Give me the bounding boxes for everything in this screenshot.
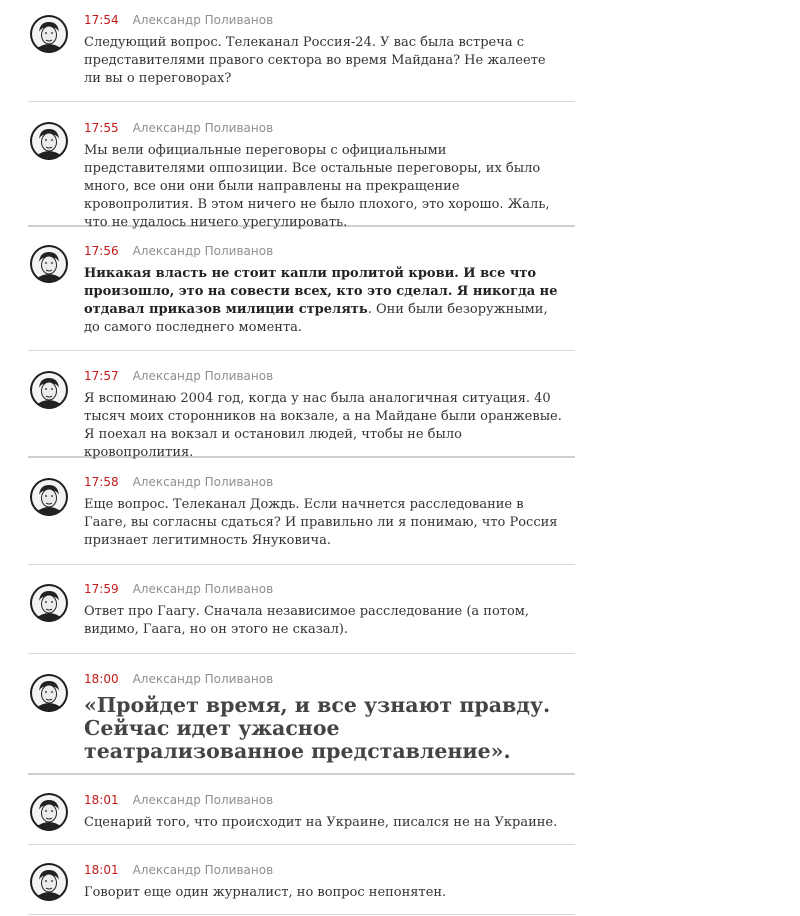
entry-text: Я вспоминаю 2004 год, когда у нас была аналогичная ситуация. 40 тысяч моих сторонников на вокзале, а на Майдане были оранжевые. Я поехал на вокзал и остановил людей, чтобы не было кровопролития. bbox=[84, 391, 562, 460]
entry-text bbox=[84, 265, 564, 337]
entry-time: 18:00 bbox=[84, 672, 119, 686]
author-avatar[interactable] bbox=[30, 793, 68, 831]
feed-entry bbox=[28, 654, 575, 775]
feed-entry bbox=[28, 458, 575, 565]
entry-text: Сценарий того, что происходит на Украине, писался не на Украине. bbox=[84, 815, 558, 830]
entry-time: 17:57 bbox=[84, 369, 119, 383]
entry-author[interactable]: Александр Поливанов bbox=[132, 672, 274, 686]
entry-time: 17:55 bbox=[84, 121, 119, 135]
author-avatar[interactable] bbox=[30, 478, 68, 516]
author-avatar[interactable] bbox=[30, 863, 68, 901]
author-avatar[interactable] bbox=[30, 371, 68, 409]
entry-author[interactable]: Александр Поливанов bbox=[132, 13, 274, 27]
entry-time: 18:01 bbox=[84, 863, 119, 877]
entry-author[interactable]: Александр Поливанов bbox=[132, 582, 274, 596]
author-avatar[interactable] bbox=[30, 674, 68, 712]
entry-quote: «Пройдет время, и все узнают правду. Сейчас идет ужасное театрализованное представление». bbox=[84, 693, 551, 763]
entry-text: Следующий вопрос. Телеканал Россия-24. У вас была встреча с представителями правого сектора во время Майдана? Не жалеете ли вы о переговорах? bbox=[84, 35, 546, 86]
entry-text-rest: . Они были безоружными, до самого последнего момента. bbox=[84, 302, 548, 335]
entry-text: Ответ про Гаагу. Сначала независимое расследование (а потом, видимо, Гаага, но он этого не сказал). bbox=[84, 604, 530, 637]
feed-entry bbox=[28, 0, 575, 102]
entry-author[interactable]: Александр Поливанов bbox=[132, 863, 274, 877]
entry-text: Мы вели официальные переговоры с официальными представителями оппозиции. Все остальные переговоры, их было много, все они они были направлены на прекращение кровопролития. В этом ничего не было плохого, это хорошо. Жаль, что не удалось ничего урегулировать. bbox=[84, 143, 550, 230]
entry-time: 17:58 bbox=[84, 475, 119, 489]
entry-time: 17:54 bbox=[84, 13, 119, 27]
author-avatar[interactable] bbox=[30, 15, 68, 53]
author-avatar[interactable] bbox=[30, 245, 68, 283]
entry-author[interactable]: Александр Поливанов bbox=[132, 793, 274, 807]
entry-text: Говорит еще один журналист, но вопрос непонятен. bbox=[84, 885, 447, 900]
entry-author[interactable]: Александр Поливанов bbox=[132, 369, 274, 383]
entry-author[interactable]: Александр Поливанов bbox=[132, 121, 274, 135]
feed-entry bbox=[28, 775, 575, 845]
feed-entry bbox=[28, 565, 575, 654]
entry-author[interactable]: Александр Поливанов bbox=[132, 244, 274, 258]
feed-entry bbox=[28, 102, 575, 230]
entry-time: 17:56 bbox=[84, 244, 119, 258]
live-feed bbox=[28, 0, 575, 915]
author-avatar[interactable] bbox=[30, 584, 68, 622]
entry-time: 18:01 bbox=[84, 793, 119, 807]
entry-author[interactable]: Александр Поливанов bbox=[132, 475, 274, 489]
entry-text: Еще вопрос. Телеканал Дождь. Если начнется расследование в Гааге, вы согласны сдаться? И правильно ли я понимаю, что Россия признает легитимность Януковича. bbox=[84, 497, 558, 548]
entry-time: 17:59 bbox=[84, 582, 119, 596]
feed-entry bbox=[28, 351, 575, 458]
author-avatar[interactable] bbox=[30, 122, 68, 160]
feed-entry bbox=[28, 845, 575, 915]
feed-entry bbox=[28, 227, 575, 351]
entry-text-bold: Никакая власть не стоит капли пролитой крови. И все что произошло, это на совести всех, кто это сделал. Я никогда не отдавал приказов милиции стрелять bbox=[84, 266, 558, 317]
